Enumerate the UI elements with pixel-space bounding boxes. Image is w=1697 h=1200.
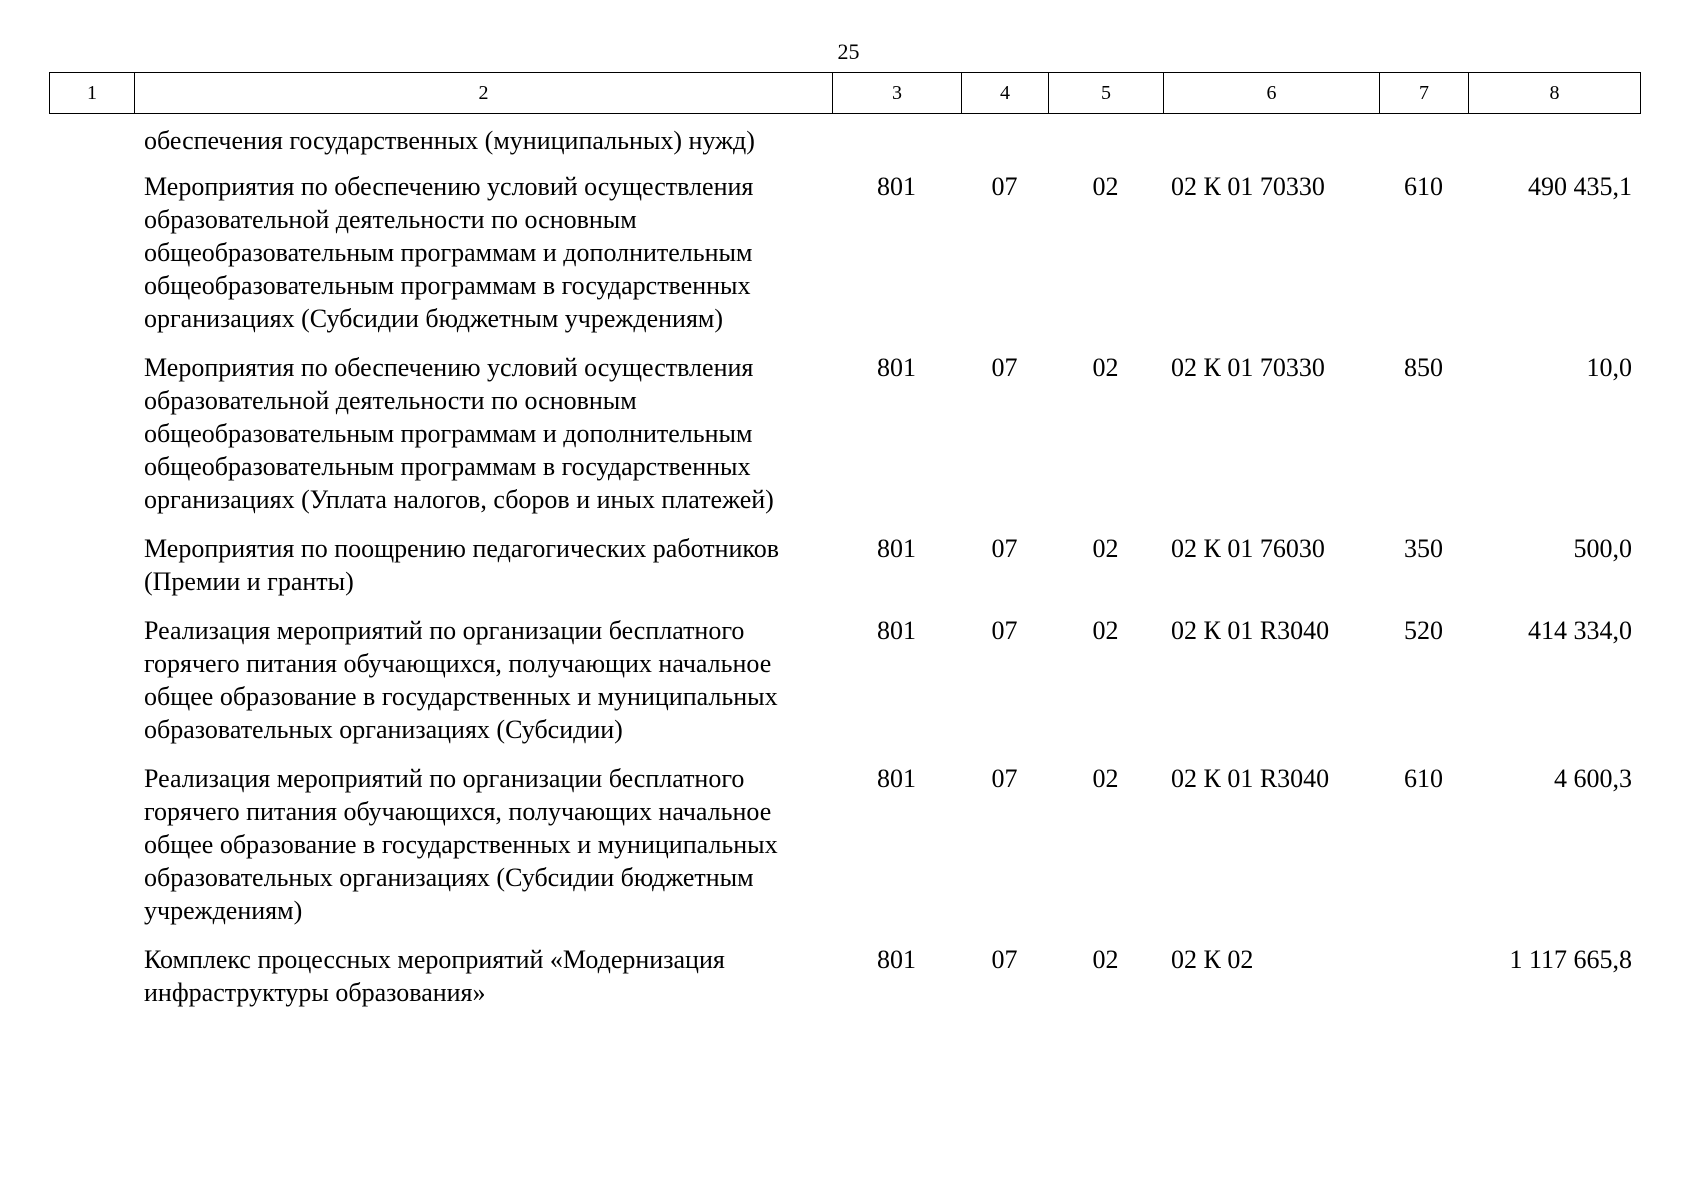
row-code-5: 02 xyxy=(1092,534,1119,563)
row-code-5: 02 xyxy=(1092,945,1119,974)
row-code-3: 801 xyxy=(877,172,916,201)
row-amount: 414 334,0 xyxy=(1528,616,1632,645)
row-amount: 10,0 xyxy=(1586,353,1632,382)
row-code-3: 801 xyxy=(877,353,916,382)
row-code-6: 02 К 01 R3040 xyxy=(1171,764,1330,793)
row-code-6: 02 К 01 76030 xyxy=(1171,534,1325,563)
row-code-7: 350 xyxy=(1404,534,1443,563)
row-amount: 1 117 665,8 xyxy=(1509,945,1632,974)
row-amount: 500,0 xyxy=(1573,534,1632,563)
row-code-4: 07 xyxy=(991,534,1018,563)
row-code-7: 610 xyxy=(1404,172,1443,201)
row-description: Мероприятия по поощрению педагогических работников (Премии и гранты) xyxy=(144,534,780,596)
row-code-7: 610 xyxy=(1404,764,1443,793)
row-code-5: 02 xyxy=(1092,764,1119,793)
row-code-3: 801 xyxy=(877,945,916,974)
column-number-header xyxy=(49,72,1641,114)
page-number: 25 xyxy=(837,39,860,64)
row-code-7 xyxy=(1379,930,1468,1012)
row-code-5: 02 xyxy=(1092,172,1119,201)
row-code-7: 520 xyxy=(1404,616,1443,645)
header-col-7: 7 xyxy=(1380,73,1469,114)
row-code-6: 02 К 01 70330 xyxy=(1171,172,1325,201)
row-code-4: 07 xyxy=(991,353,1018,382)
row-description: Реализация мероприятий по организации бесплатного горячего питания обучающихся, получающих начальное общее образование в государственных и муниципальных образовательных организациях (Субсидии) xyxy=(144,616,778,744)
table-row xyxy=(49,338,1640,519)
row-code-3: 801 xyxy=(877,616,916,645)
header-col-6: 6 xyxy=(1164,73,1380,114)
row-amount: 4 600,3 xyxy=(1554,764,1632,793)
row-code-4: 07 xyxy=(991,764,1018,793)
table-row xyxy=(49,519,1640,601)
row-code-4: 07 xyxy=(991,172,1018,201)
header-col-3: 3 xyxy=(833,73,962,114)
row-code-4: 07 xyxy=(991,945,1018,974)
budget-table xyxy=(49,124,1640,1012)
row-code-4: 07 xyxy=(991,616,1018,645)
row-description: Мероприятия по обеспечению условий осуществления образовательной деятельности по основным общеобразовательным программам и дополнительным общеобразовательным программам в государственных организациях (Уплата налогов, сборов и иных платежей) xyxy=(144,353,774,514)
row-code-5: 02 xyxy=(1092,616,1119,645)
row-description: Мероприятия по обеспечению условий осуществления образовательной деятельности по основным общеобразовательным программам и дополнительным общеобразовательным программам в государственных организациях (Субсидии бюджетным учреждениям) xyxy=(144,172,754,333)
header-col-8: 8 xyxy=(1469,73,1641,114)
row-code-6: 02 К 01 R3040 xyxy=(1171,616,1330,645)
table-row xyxy=(49,930,1640,1012)
header-col-1: 1 xyxy=(50,73,135,114)
row-code-3: 801 xyxy=(877,534,916,563)
continuation-text: обеспечения государственных (муниципальных) нужд) xyxy=(144,126,755,155)
row-code-7: 850 xyxy=(1404,353,1443,382)
row-description: Комплекс процессных мероприятий «Модернизация инфраструктуры образования» xyxy=(144,945,725,1007)
table-row xyxy=(49,601,1640,749)
table-row-continuation xyxy=(49,124,1640,157)
row-code-5: 02 xyxy=(1092,353,1119,382)
table-row xyxy=(49,157,1640,338)
row-code-6: 02 К 01 70330 xyxy=(1171,353,1325,382)
header-col-2: 2 xyxy=(135,73,833,114)
row-code-3: 801 xyxy=(877,764,916,793)
row-code-6: 02 К 02 xyxy=(1171,945,1254,974)
header-col-5: 5 xyxy=(1049,73,1164,114)
header-col-4: 4 xyxy=(962,73,1049,114)
table-row xyxy=(49,749,1640,930)
row-amount: 490 435,1 xyxy=(1528,172,1632,201)
row-description: Реализация мероприятий по организации бесплатного горячего питания обучающихся, получающих начальное общее образование в государственных и муниципальных образовательных организациях (Субсидии бюджетным учреждениям) xyxy=(144,764,778,925)
